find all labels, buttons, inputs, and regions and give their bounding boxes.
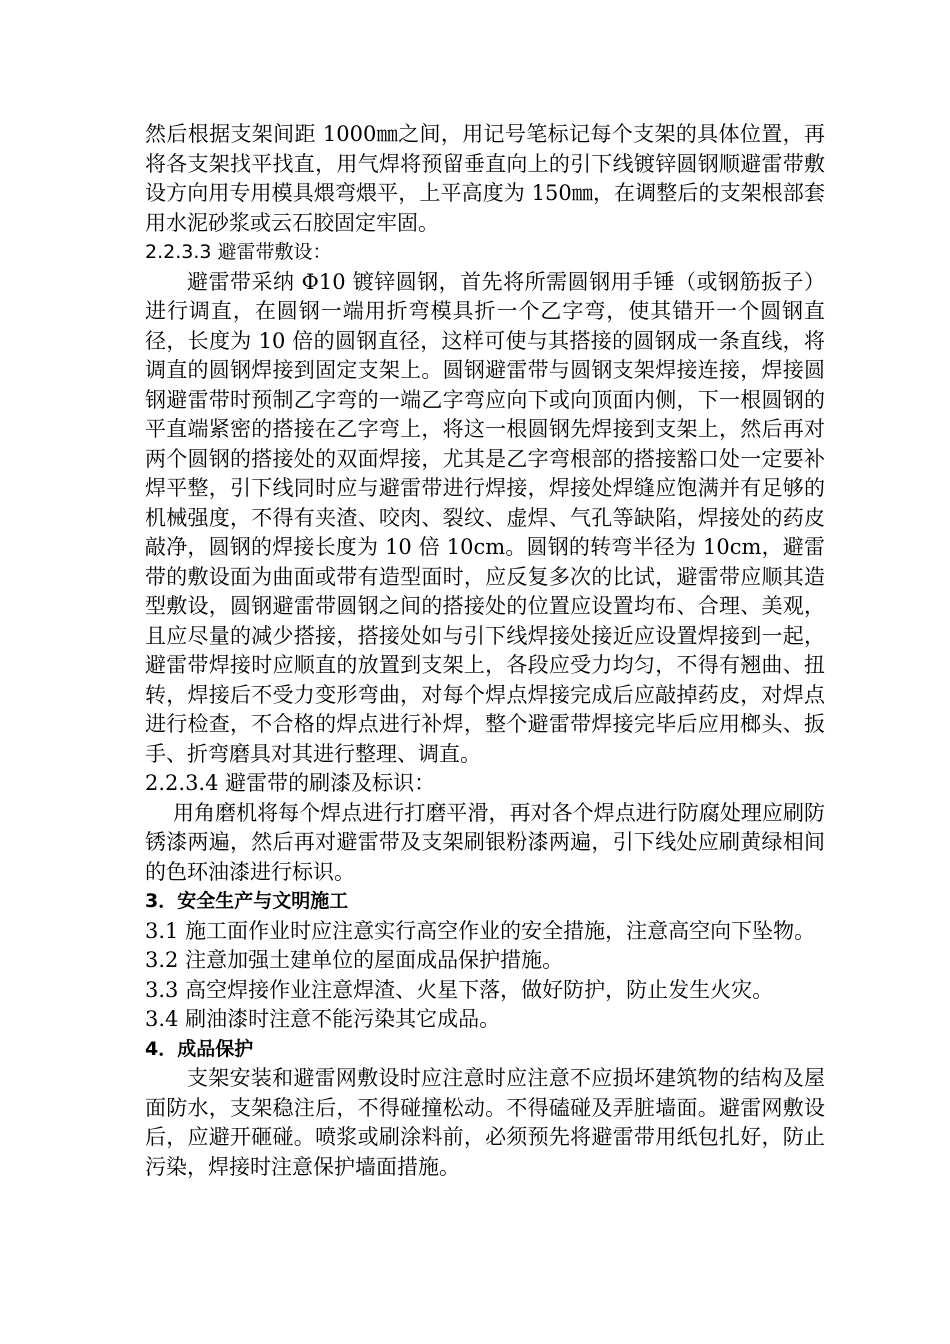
list-item-3-1: 3.1 施工面作业时应注意实行高空作业的安全措施，注意高空向下坠物。 xyxy=(145,918,816,943)
paragraph-lightning-strip-laying: 避雷带采纳 Φ10 镀锌圆钢，首先将所需圆钢用手锤（或钢筋扳子）进行调直，在圆钢一端用折弯模具折一个乙字弯，使其错开一个圆钢直径，长度为 10 倍的圆钢直径，这样可使与其搭接的圆钢成一条直线，将调直的圆钢焊接到固定支架上。圆钢避雷带与圆钢支架焊接连接，焊接圆钢避雷带时预制乙字弯的一端乙字弯应向下或向顶面内侧，下一根圆钢的平直端紧密的搭接在乙字弯上，将这一根圆钢先焊接到支架上，然后再对两个圆钢的搭接处的双面焊接，尤其是乙字弯根部的搭接豁口处一定要补焊平整，引下线同时应与避雷带进行焊接，焊接处焊缝应饱满并有足够的机械强度，不得有夹渣、咬肉、裂纹、虚焊、气孔等缺陷，焊接处的药皮敲净，圆钢的焊接长度为 10 倍 10cm。圆钢的转弯半径为 10cm，避雷带的敷设面为曲面或带有造型面时，应反复多次的比试，避雷带应顺其造型敷设，圆钢避雷带圆钢之间的搭接处的位置应设置均布、合理、美观，且应尽量的减少搭接，搭接处如与引下线焊接处接近应设置焊接到一起，避雷带焊接时应顺直的放置到支架上，各段应受力均匀，不得有翘曲、扭转，焊接后不受力变形弯曲，对每个焊点焊接完成后应敲掉药皮，对焊点进行检查，不合格的焊点进行补焊，整个避雷带焊接完毕后应用榔头、扳手、折弯磨具对其进行整理、调直。 xyxy=(145,269,825,766)
document-body xyxy=(145,120,825,1182)
list-item-3-4: 3.4 刷油漆时注意不能污染其它成品。 xyxy=(145,1007,501,1031)
heading-2-2-3-3: 2.2.3.3 避雷带敷设： xyxy=(145,241,332,263)
heading-2-2-3-4: 2.2.3.4 避雷带的刷漆及标识： xyxy=(145,771,436,795)
list-item-3-2: 3.2 注意加强土建单位的屋面成品保护措施。 xyxy=(145,948,564,972)
heading-section-3: 3．安全生产与文明施工 xyxy=(145,890,349,912)
paragraph-support-positioning: 然后根据支架间距 1000㎜之间，用记号笔标记每个支架的具体位置，再将各支架找平找直，用气焊将预留垂直向上的引下线镀锌圆钢顺避雷带敷设方向用专用模具煨弯煨平，上平高度为 150㎜，在调整后的支架根部套用水泥砂浆或云石胶固定牢固。 xyxy=(145,122,825,235)
paragraph-product-protection: 支架安装和避雷网敷设时应注意时应注意不应损坏建筑物的结构及屋面防水，支架稳注后，不得碰撞松动。不得磕碰及弄脏墙面。避雷网敷设后，应避开砸碰。喷浆或刷涂料前，必须预先将避雷带用纸包扎好，防止污染，焊接时注意保护墙面措施。 xyxy=(145,1066,825,1179)
paragraph-painting-marking: 用角磨机将每个焊点进行打磨平滑，再对各个焊点进行防腐处理应刷防锈漆两遍，然后再对避雷带及支架刷银粉漆两遍，引下线处应刷黄绿相间的色环油漆进行标识。 xyxy=(145,800,825,884)
list-item-3-3: 3.3 高空焊接作业注意焊渣、火星下落，做好防护，防止发生火灾。 xyxy=(145,977,774,1002)
heading-section-4: 4．成品保护 xyxy=(145,1037,254,1060)
